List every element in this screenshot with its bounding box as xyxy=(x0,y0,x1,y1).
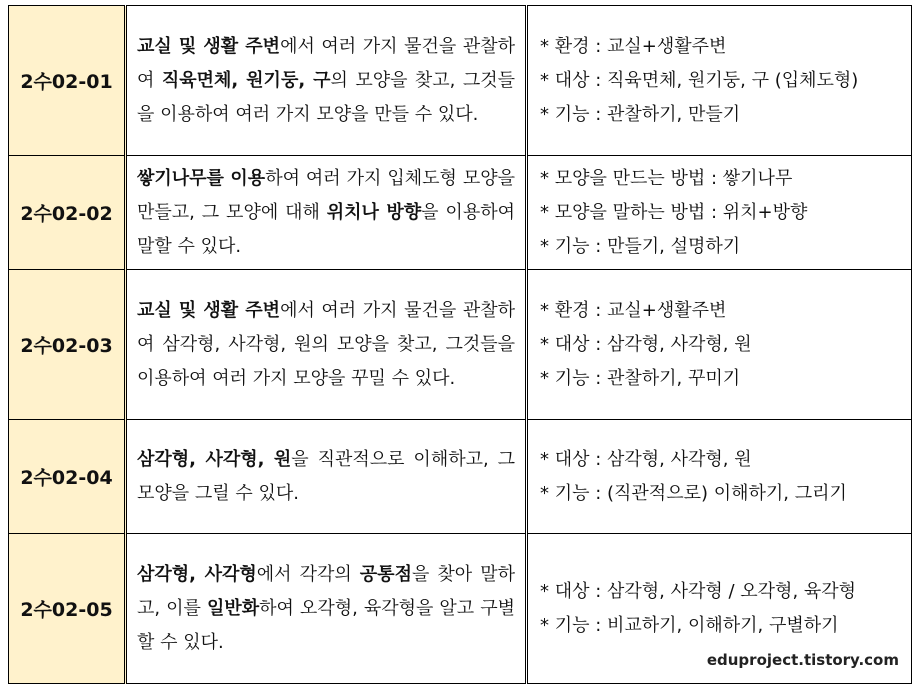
note-item: * 기능 : 관찰하기, 만들기 xyxy=(540,103,741,125)
standard-description xyxy=(126,270,527,420)
desc-bold: 일반화 xyxy=(206,597,260,619)
standard-notes xyxy=(527,6,912,156)
note-item: * 기능 : 만들기, 설명하기 xyxy=(540,235,741,257)
desc-bold: 교실 및 생활 주변 xyxy=(137,299,281,321)
standard-description xyxy=(126,6,527,156)
note-item: * 대상 : 직육면체, 원기둥, 구 (입체도형) xyxy=(540,69,859,91)
standard-code: 2수02-05 xyxy=(9,534,126,684)
table-row xyxy=(9,6,912,156)
standard-code: 2수02-01 xyxy=(9,6,126,156)
table-row xyxy=(9,420,912,534)
note-item: * 환경 : 교실+생활주변 xyxy=(540,299,727,321)
desc-text: 에서 각각의 xyxy=(256,563,360,585)
desc-text: 을 찾아 말하고, 이를 xyxy=(137,563,515,619)
note-item: * 대상 : 삼각형, 사각형 / 오각형, 육각형 xyxy=(540,580,857,602)
note-item: * 환경 : 교실+생활주변 xyxy=(540,35,727,57)
desc-bold: 위치나 방향 xyxy=(326,201,422,223)
standard-code: 2수02-03 xyxy=(9,270,126,420)
note-item: * 모양을 말하는 방법 : 위치+방향 xyxy=(540,201,808,223)
standard-notes xyxy=(527,420,912,534)
desc-text: 하여 오각형, 육각형을 알고 구별할 수 있다. xyxy=(137,597,515,653)
standard-description xyxy=(126,420,527,534)
standards-table xyxy=(8,5,912,684)
desc-text: 에서 여러 가지 물건을 관찰하여 xyxy=(137,35,515,91)
note-item: * 기능 : (직관적으로) 이해하기, 그리기 xyxy=(540,482,847,504)
standard-notes xyxy=(527,270,912,420)
desc-text: 의 모양을 찾고, 그것들을 이용하여 여러 가지 모양을 만들 수 있다. xyxy=(137,69,515,125)
desc-bold: 쌓기나무를 이용 xyxy=(137,167,266,189)
table-row xyxy=(9,270,912,420)
note-item: * 모양을 만드는 방법 : 쌓기나무 xyxy=(540,167,793,189)
standard-code: 2수02-02 xyxy=(9,156,126,270)
desc-bold: 직육면체, 원기둥, 구 xyxy=(161,69,331,91)
desc-bold: 교실 및 생활 주변 xyxy=(137,35,281,57)
desc-text: 에서 여러 가지 물건을 관찰하여 삼각형, 사각형, 원의 모양을 찾고, 그것들을 이용하여 여러 가지 모양을 꾸밀 수 있다. xyxy=(137,299,515,389)
desc-text: 을 직관적으로 이해하고, 그 모양을 그릴 수 있다. xyxy=(137,448,515,504)
standard-description xyxy=(126,156,527,270)
desc-bold: 삼각형, 사각형 xyxy=(137,563,257,585)
note-item: * 기능 : 비교하기, 이해하기, 구별하기 xyxy=(540,614,839,636)
desc-text: 을 이용하여 말할 수 있다. xyxy=(137,201,515,257)
standard-notes xyxy=(527,156,912,270)
watermark-text: eduproject.tistory.com xyxy=(706,651,899,669)
standard-description xyxy=(126,534,527,684)
note-item: * 기능 : 관찰하기, 꾸미기 xyxy=(540,367,741,389)
note-item: * 대상 : 삼각형, 사각형, 원 xyxy=(540,448,752,470)
desc-bold: 공통점 xyxy=(359,563,412,585)
standard-code: 2수02-04 xyxy=(9,420,126,534)
desc-bold: 삼각형, 사각형, 원 xyxy=(137,448,292,470)
desc-text: 하여 여러 가지 입체도형 모양을 만들고, 그 모양에 대해 xyxy=(137,167,515,223)
table-row xyxy=(9,156,912,270)
note-item: * 대상 : 삼각형, 사각형, 원 xyxy=(540,333,752,355)
